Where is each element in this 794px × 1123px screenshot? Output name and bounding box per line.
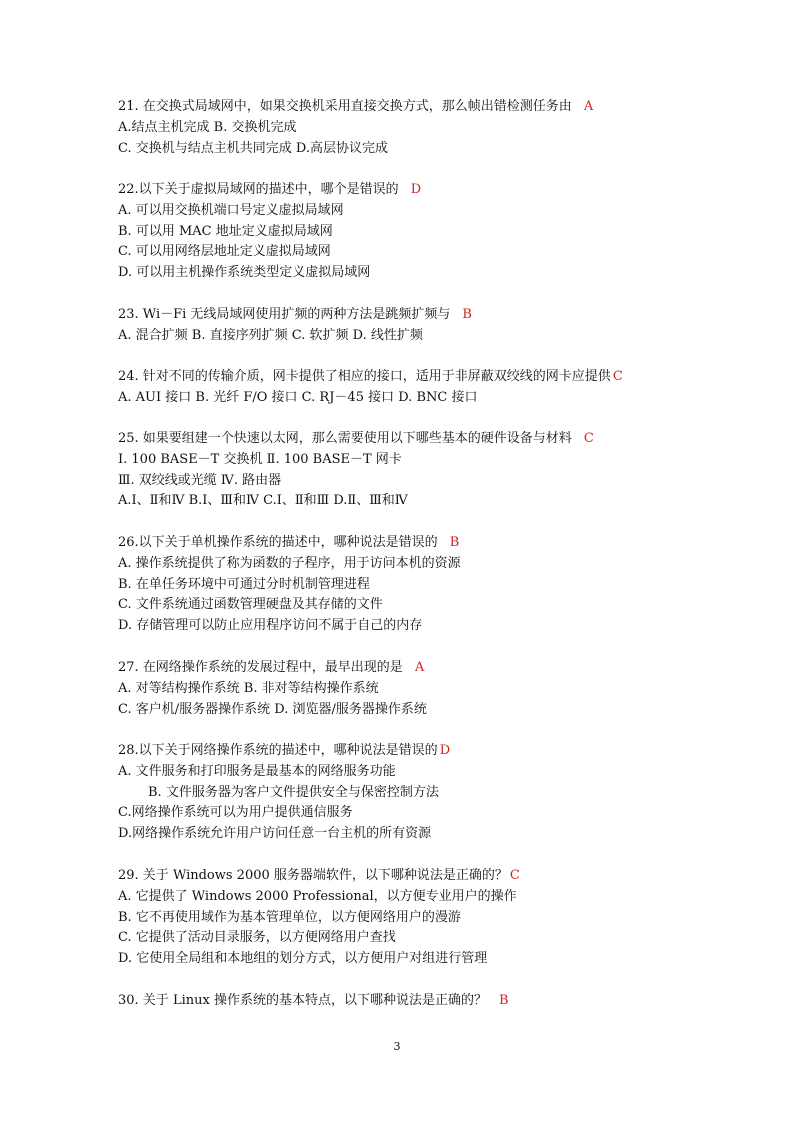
answer-key: B bbox=[462, 307, 472, 322]
option-line: B. 文件服务器为客户文件提供安全与保密控制方法 bbox=[148, 784, 439, 800]
option-line: A. AUI 接口 B. 光纤 F/O 接口 C. RJ－45 接口 D. BNC 接口 bbox=[118, 389, 478, 405]
question-23 bbox=[118, 305, 678, 347]
option-line: D. 可以用主机操作系统类型定义虚拟局域网 bbox=[118, 265, 371, 281]
stem-text: 22.以下关于虚拟局域网的描述中，哪个是错误的 bbox=[118, 182, 399, 197]
option-line: B. 它不再使用域作为基本管理单位，以方便网络用户的漫游 bbox=[118, 909, 461, 925]
stem-text: 24. 针对不同的传输介质，网卡提供了相应的接口，适用于非屏蔽双绞线的网卡应提供 bbox=[118, 369, 611, 384]
question-30 bbox=[118, 991, 678, 1012]
question-stem bbox=[118, 97, 678, 118]
question-28 bbox=[118, 741, 678, 845]
answer-key: C bbox=[612, 369, 623, 384]
question-24 bbox=[118, 367, 678, 409]
question-stem bbox=[118, 658, 678, 679]
option-line: A. 对等结构操作系统 B. 非对等结构操作系统 bbox=[118, 680, 379, 696]
option-line: A. 混合扩频 B. 直接序列扩频 C. 软扩频 D. 线性扩频 bbox=[118, 327, 423, 343]
option-line: C. 它提供了活动目录服务，以方便网络用户查找 bbox=[118, 930, 396, 946]
option-line: B. 可以用 MAC 地址定义虚拟局域网 bbox=[118, 223, 333, 239]
question-stem bbox=[118, 533, 678, 554]
option-line: C.网络操作系统可以为用户提供通信服务 bbox=[118, 805, 353, 821]
option-line: A. 它提供了 Windows 2000 Professional，以方便专业用户的操作 bbox=[118, 888, 517, 904]
question-stem bbox=[118, 991, 678, 1012]
stem-text: 23. Wi－Fi 无线局域网使用扩频的两种方法是跳频扩频与 bbox=[118, 307, 451, 322]
stem-text: 27. 在网络操作系统的发展过程中，最早出现的是 bbox=[118, 660, 403, 675]
option-line: C. 客户机/服务器操作系统 D. 浏览器/服务器操作系统 bbox=[118, 701, 427, 717]
answer-key: A bbox=[583, 99, 594, 114]
question-stem bbox=[118, 180, 678, 201]
answer-key: C bbox=[509, 868, 520, 883]
option-line: A.Ⅰ、Ⅱ和Ⅳ B.Ⅰ、Ⅲ和Ⅳ C.Ⅰ、Ⅱ和Ⅲ D.Ⅱ、Ⅲ和Ⅳ bbox=[118, 493, 408, 509]
question-26 bbox=[118, 533, 678, 637]
answer-key: D bbox=[410, 182, 422, 197]
option-line: C. 文件系统通过函数管理硬盘及其存储的文件 bbox=[118, 597, 383, 613]
option-line: C. 可以用网络层地址定义虚拟局域网 bbox=[118, 244, 331, 260]
question-27 bbox=[118, 658, 678, 720]
option-line: Ⅰ. 100 BASE－T 交换机 Ⅱ. 100 BASE－T 网卡 bbox=[118, 451, 402, 467]
stem-text: 29. 关于 Windows 2000 服务器端软件，以下哪种说法是正确的？ bbox=[118, 868, 508, 883]
option-line: Ⅲ. 双绞线或光缆 Ⅳ. 路由器 bbox=[118, 472, 282, 488]
question-stem bbox=[118, 866, 678, 887]
stem-text: 21. 在交换式局域网中，如果交换机采用直接交换方式，那么帧出错检测任务由 bbox=[118, 99, 572, 114]
option-line: B. 在单任务环境中可通过分时机制管理进程 bbox=[118, 576, 370, 592]
page-number: 3 bbox=[393, 1040, 401, 1053]
question-22 bbox=[118, 180, 678, 284]
stem-text: 28.以下关于网络操作系统的描述中，哪种说法是错误的 bbox=[118, 743, 438, 758]
option-line: D. 它使用全局组和本地组的划分方式，以方便用户对组进行管理 bbox=[118, 951, 488, 967]
stem-text: 26.以下关于单机操作系统的描述中，哪种说法是错误的 bbox=[118, 535, 438, 550]
answer-key: C bbox=[583, 431, 594, 446]
option-line: D.网络操作系统允许用户访问任意一台主机的所有资源 bbox=[118, 826, 432, 842]
option-line: A. 文件服务和打印服务是最基本的网络服务功能 bbox=[118, 763, 396, 779]
stem-text: 30. 关于 Linux 操作系统的基本特点，以下哪种说法是正确的？ bbox=[118, 993, 487, 1008]
question-stem bbox=[118, 741, 678, 762]
answer-key: B bbox=[449, 535, 460, 550]
option-line: C. 交换机与结点主机共同完成 D.高层协议完成 bbox=[118, 140, 388, 156]
answer-key: B bbox=[498, 993, 509, 1008]
option-line: A. 可以用交换机端口号定义虚拟局域网 bbox=[118, 202, 344, 218]
answer-key: A bbox=[414, 660, 425, 675]
question-stem bbox=[118, 305, 678, 326]
question-25 bbox=[118, 429, 678, 512]
question-stem bbox=[118, 367, 678, 388]
option-line: A. 操作系统提供了称为函数的子程序，用于访问本机的资源 bbox=[118, 555, 461, 571]
stem-text: 25. 如果要组建一个快速以太网，那么需要使用以下哪些基本的硬件设备与材料 bbox=[118, 431, 572, 446]
option-line: D. 存储管理可以防止应用程序访问不属于自己的内存 bbox=[118, 618, 423, 634]
question-21 bbox=[118, 97, 678, 159]
option-line: A.结点主机完成 B. 交换机完成 bbox=[118, 119, 297, 135]
answer-key: D bbox=[439, 743, 451, 758]
question-stem bbox=[118, 429, 678, 450]
question-29 bbox=[118, 866, 678, 970]
